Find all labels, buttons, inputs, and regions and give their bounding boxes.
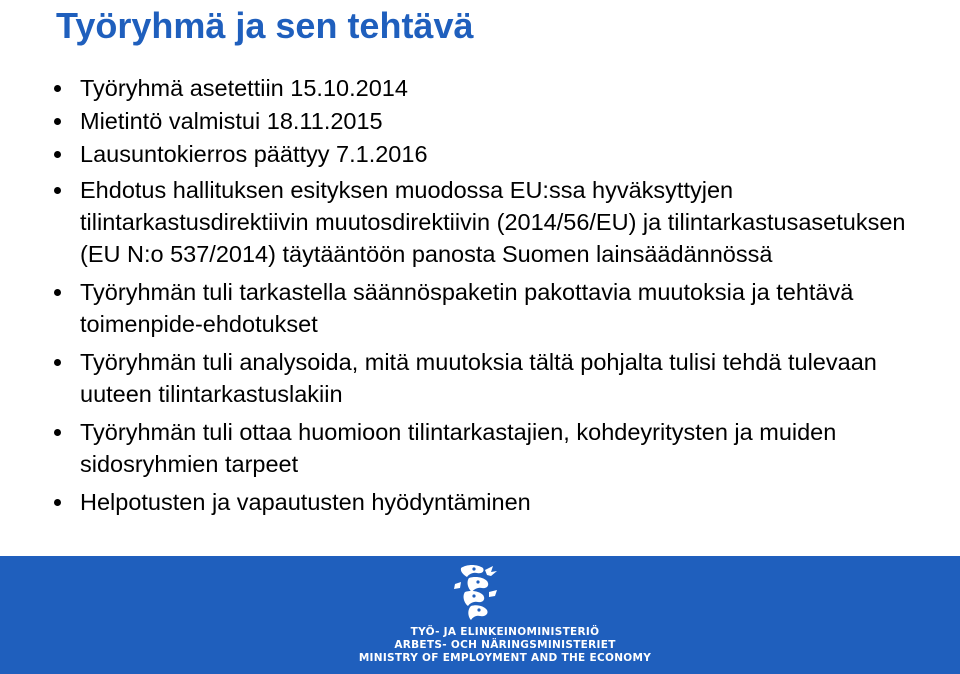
bullet-text: Työryhmän tuli tarkastella säännöspaketin pakottavia muutoksia ja tehtävä toimenpide-ehdotukset (80, 279, 854, 337)
bullet-icon (54, 118, 61, 125)
bullet-item (50, 174, 930, 270)
bullet-icon (54, 85, 61, 92)
bullet-icon (54, 151, 61, 158)
bullet-text: Työryhmän tuli ottaa huomioon tilintarkastajien, kohdeyritysten ja muiden sidosryhmien tarpeet (80, 419, 837, 477)
bullet-text: Työryhmä asetettiin 15.10.2014 (80, 75, 408, 101)
bullet-icon (54, 289, 61, 296)
bullet-text: Lausuntokierros päättyy 7.1.2016 (80, 141, 428, 167)
bullet-list (50, 72, 930, 519)
bullet-item (50, 346, 930, 410)
bullet-text: Työryhmän tuli analysoida, mitä muutoksia tältä pohjalta tulisi tehdä tulevaan uuteen tilintarkastuslakiin (80, 349, 877, 407)
footer-bar (0, 556, 960, 674)
lion-emblem-icon (447, 562, 503, 622)
slide-title: Työryhmä ja sen tehtävä (56, 5, 474, 46)
bullet-icon (54, 359, 61, 366)
bullet-text: Helpotusten ja vapautusten hyödyntäminen (80, 489, 531, 515)
bullet-icon (54, 429, 61, 436)
bullet-text: Mietintö valmistui 18.11.2015 (80, 108, 383, 134)
ministry-name-sv: ARBETS- OCH NÄRINGSMINISTERIET (394, 639, 616, 651)
bullet-item (50, 72, 930, 104)
bullet-item (50, 105, 930, 137)
ministry-name-en: MINISTRY OF EMPLOYMENT AND THE ECONOMY (358, 652, 652, 664)
bullet-item (50, 138, 930, 170)
bullet-item (50, 276, 930, 340)
bullet-icon (54, 499, 61, 506)
bullet-text: Ehdotus hallituksen esityksen muodossa EU:ssa hyväksyttyjen tilintarkastusdirektiivin muutosdirektiivin (2014/56/EU) ja tilintarkastusasetuksen (EU N:o 537/2014) täytääntöön panosta Suomen lainsäädännössä (80, 177, 906, 267)
ministry-name-fi: TYÖ- JA ELINKEINOMINISTERIÖ (410, 626, 600, 638)
bullet-item (50, 486, 930, 518)
bullet-item (50, 416, 930, 480)
bullet-icon (54, 187, 61, 194)
